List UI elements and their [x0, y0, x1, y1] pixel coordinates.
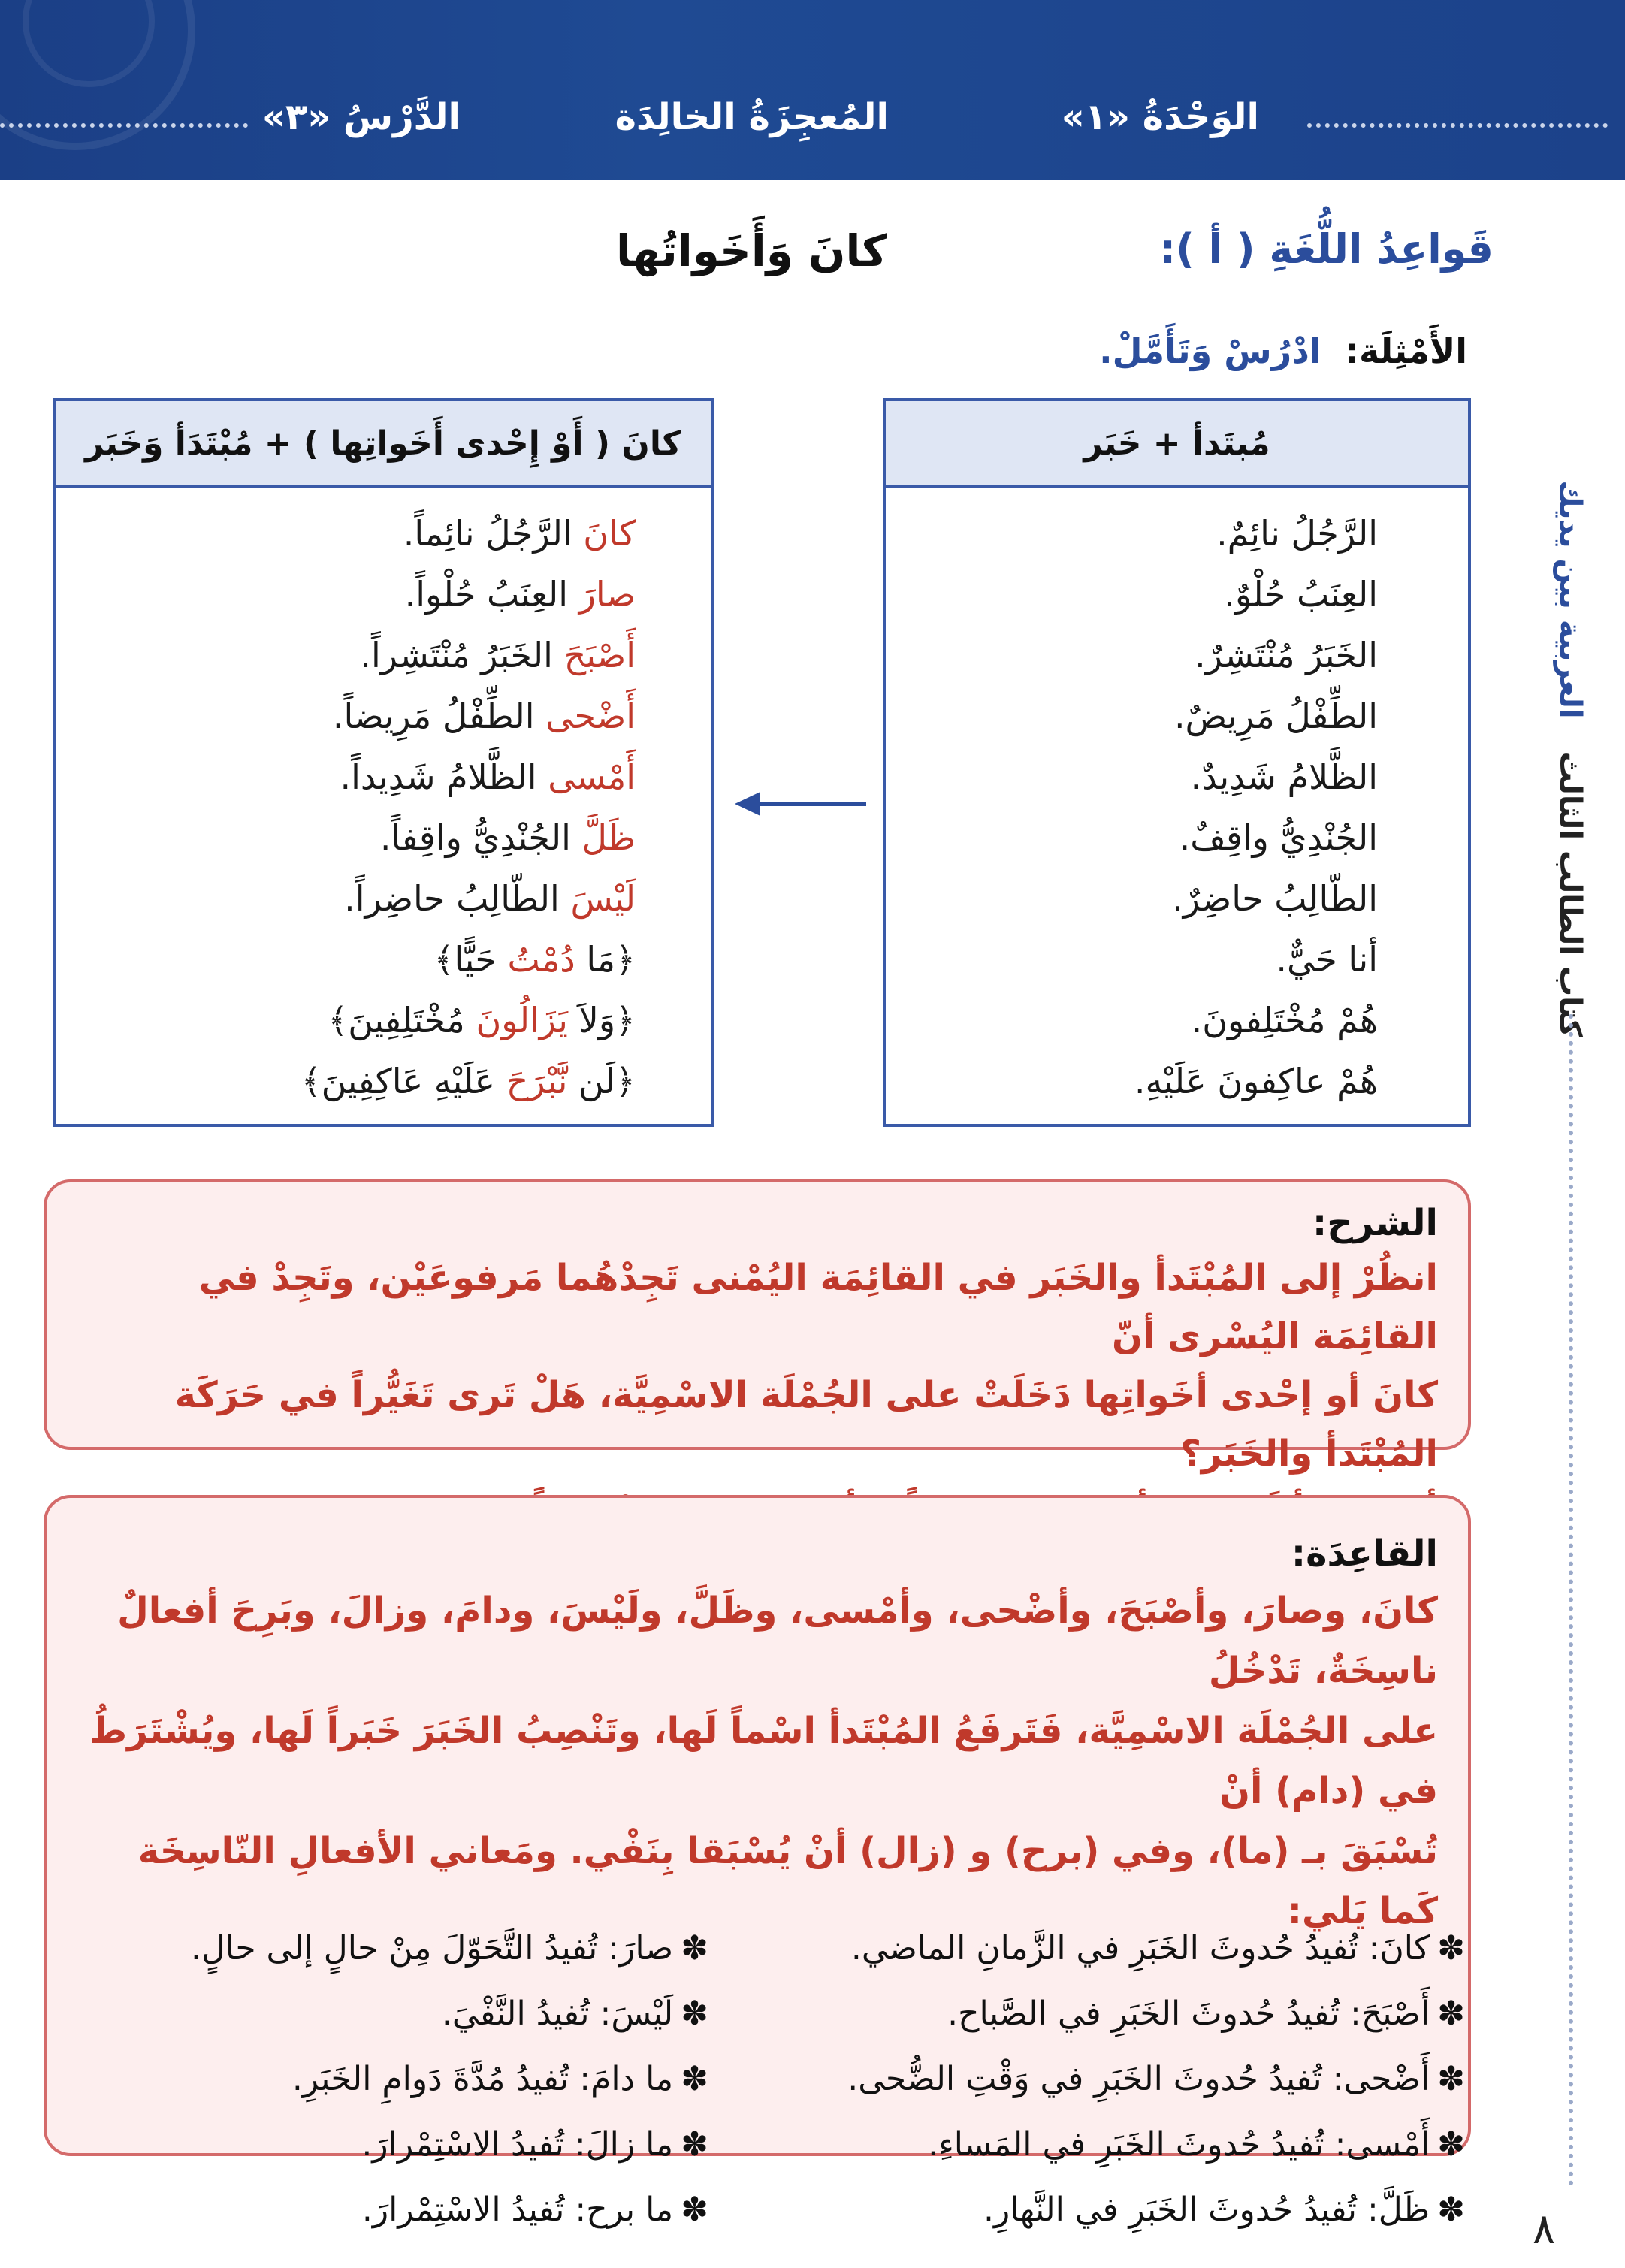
list-item: ✽ظَلَّ: تُفيدُ حُدوثَ الخَبَرِ في النَّهارِ. [983, 2191, 1465, 2229]
list-item: الظَّلامُ شَدِيدٌ. [1190, 757, 1378, 797]
verb: لَيْسَ [570, 878, 636, 919]
table-rows [56, 488, 711, 1112]
verb: أَمْسى [548, 757, 636, 797]
list-item: ﴿لَن نَّبْرَحَ عَلَيْهِ عَاكِفِينَ﴾ [301, 1061, 636, 1101]
verb: نَّبْرَحَ [506, 1061, 568, 1101]
bullet-icon: ✽ [681, 2125, 708, 2164]
kana-sentence-table [53, 398, 714, 1127]
list-item: ✽كانَ: تُفيدُ حُدوثَ الخَبَرِ في الزَّمانِ الماضي. [850, 1929, 1465, 1968]
rule-line: كانَ، وصارَ، وأصْبَحَ، وأضْحى، وأمْسى، وظَلَّ، ولَيْسَ، ودامَ، وزالَ، وبَرِحَ أفعالٌ ناسِخَةٌ، تَدْخُلُ [117, 1590, 1438, 1692]
rule-line: تُسْبَقَ بـ (ما)، وفي (برح) و (زال) أنْ يُسْبَقا بِنَفْي. ومَعاني الأفعالِ النّاسِخَة كَما يَلي: [137, 1830, 1438, 1932]
bullet-icon: ✽ [1437, 2060, 1465, 2098]
bullet-icon: ✽ [1437, 1929, 1465, 1968]
list-item: ﴿مَا دُمْتُ حَيًّا﴾ [433, 939, 636, 980]
list-item: ✽أَصْبَحَ: تُفيدُ حُدوثَ الخَبَرِ في الصَّباح. [947, 1995, 1465, 2033]
list-item: ✽ما زالَ: تُفيدُ الاسْتِمْرارَ. [361, 2125, 708, 2164]
arrow-left-icon [735, 789, 866, 819]
bullet-icon: ✽ [1437, 1995, 1465, 2033]
verb: أَصْبَحَ [563, 635, 636, 675]
header-dotted-line-right [1307, 123, 1608, 128]
bullet-icon: ✽ [681, 1995, 708, 2033]
list-item: الرَّجُلُ نائِمٌ. [1216, 513, 1378, 554]
bullet-icon: ✽ [681, 2191, 708, 2229]
list-item: أنا حَيٌّ. [1276, 939, 1378, 980]
examples-line [1099, 331, 1467, 371]
list-item: لَيْسَ الطّالِبُ حاضِراً. [344, 878, 636, 919]
list-item: ✽أَضْحى: تُفيدُ حُدوثَ الخَبَرِ في وَقْتِ الضُّحى. [847, 2060, 1465, 2098]
verb: أَضْحى [545, 696, 636, 736]
list-item: ✽لَيْسَ: تُفيدُ النَّفْيَ. [441, 1995, 708, 2033]
header-dotted-line-left [0, 123, 248, 128]
verb: صارَ [578, 574, 636, 615]
unit-title: المُعجِزَةُ الخالِدَة [615, 96, 889, 138]
explanation-line: انظُرْ إلى المُبْتَدأ والخَبَر في القائِمَة اليُمْنى تَجِدْهُما مَرفوعَيْن، وتَجِدْ في القائِمَة اليُسْرى أنّ [198, 1257, 1438, 1357]
list-item: أَضْحى الطِّفْلُ مَرِيضاً. [332, 696, 636, 736]
list-item: ✽صارَ: تُفيدُ التَّحَوّلَ مِنْ حالٍ إلى حالٍ. [190, 1929, 708, 1968]
list-item: هُمْ مُخْتَلِفونَ. [1191, 1000, 1378, 1040]
verb: دُمْتُ [507, 939, 575, 980]
list-item: ✽أَمْسى: تُفيدُ حُدوثَ الخَبَرِ في المَساءِ. [928, 2125, 1465, 2164]
list-item: ظَلَّ الجُنْدِيُّ واقِفاً. [379, 817, 636, 858]
book-title: كتاب الطالب الثالث [1553, 751, 1587, 1037]
page-header [0, 0, 1625, 180]
list-item: كانَ الرَّجُلُ نائِماً. [403, 513, 636, 554]
lesson-label: الدَّرْسُ «٣» [261, 96, 461, 138]
verb-meanings-right [847, 1916, 1465, 2242]
bullet-icon: ✽ [681, 2060, 708, 2098]
list-item: الجُنْدِيُّ واقِفٌ. [1179, 817, 1378, 858]
rule-heading: القاعِدَة: [1291, 1533, 1438, 1575]
verb-meanings-left [191, 1916, 708, 2242]
topic-title: كانَ وَأَخَواتُها [615, 225, 887, 276]
bullet-icon: ✽ [1437, 2125, 1465, 2164]
table-header: مُبتَدأ + خَبَر [886, 401, 1468, 488]
list-item: ✽ما برح: تُفيدُ الاسْتِمْرارَ. [361, 2191, 708, 2229]
explanation-heading: الشرح: [1312, 1202, 1438, 1244]
list-item: الطِّفْلُ مَرِيضٌ. [1173, 696, 1378, 736]
list-item: الطّالِبُ حاضِرٌ. [1172, 878, 1378, 919]
bullet-icon: ✽ [681, 1929, 708, 1968]
list-item: صارَ العِنَبُ حُلْواً. [404, 574, 636, 615]
verb: ظَلَّ [581, 817, 636, 858]
side-title-text [1553, 480, 1587, 1037]
examples-instruction: ادْرُسْ وَتَأَمَّلْ. [1099, 331, 1321, 371]
list-item: هُمْ عاكِفونَ عَلَيْهِ. [1134, 1061, 1378, 1101]
page-number: ٨ [1533, 2205, 1556, 2254]
side-dotted-line [1569, 1014, 1573, 2186]
verb: كانَ [583, 513, 636, 554]
nominal-sentence-table [883, 398, 1471, 1127]
unit-label: الوَحْدَةُ «١» [1061, 96, 1259, 138]
table-rows [886, 488, 1468, 1112]
table-header: كانَ ( أَوْ إِحْدى أَخَواتِها ) + مُبْتَدَأ وَخَبَر [56, 401, 711, 488]
explanation-panel [44, 1179, 1471, 1475]
grammar-heading: قَواعِدُ اللُّغَةِ ( أ ): [1159, 225, 1494, 273]
verb: يَزَالُونَ [476, 1000, 568, 1040]
examples-label: الأَمْثِلَة: [1345, 331, 1467, 371]
bullet-icon: ✽ [1437, 2191, 1465, 2229]
explanation-line: كانَ أو إحْدى أخَواتِها دَخَلَتْ على الجُمْلَة الاسْمِيَّة، هَلْ تَرى تَغَيُّراً في حَرَكَة المُبْتَدأ والخَبَر؟ [174, 1374, 1438, 1475]
list-item: العِنَبُ حُلْوٌ. [1224, 574, 1378, 615]
series-title: العربية بين يديك [1553, 480, 1587, 719]
list-item: أَصْبَحَ الخَبَرُ مُنْتَشِراً. [360, 635, 636, 675]
list-item: الخَبَرُ مُنْتَشِرٌ. [1195, 635, 1378, 675]
list-item: ﴿وَلاَ يَزَالُونَ مُخْتَلِفِينَ﴾ [328, 1000, 636, 1040]
list-item: ✽ما دامَ: تُفيدُ مُدَّةَ دَوامِ الخَبَرِ. [291, 2060, 708, 2098]
list-item: أَمْسى الظَّلامُ شَدِيداً. [340, 757, 636, 797]
rule-line: على الجُمْلَة الاسْمِيَّة، فَتَرفَعُ المُبْتَدأ اسْماً لَها، وتَنْصِبُ الخَبَرَ خَبَراً لَها، ويُشْتَرَطُ في (دام) أنْ [89, 1710, 1438, 1812]
side-title [1540, 480, 1600, 1037]
